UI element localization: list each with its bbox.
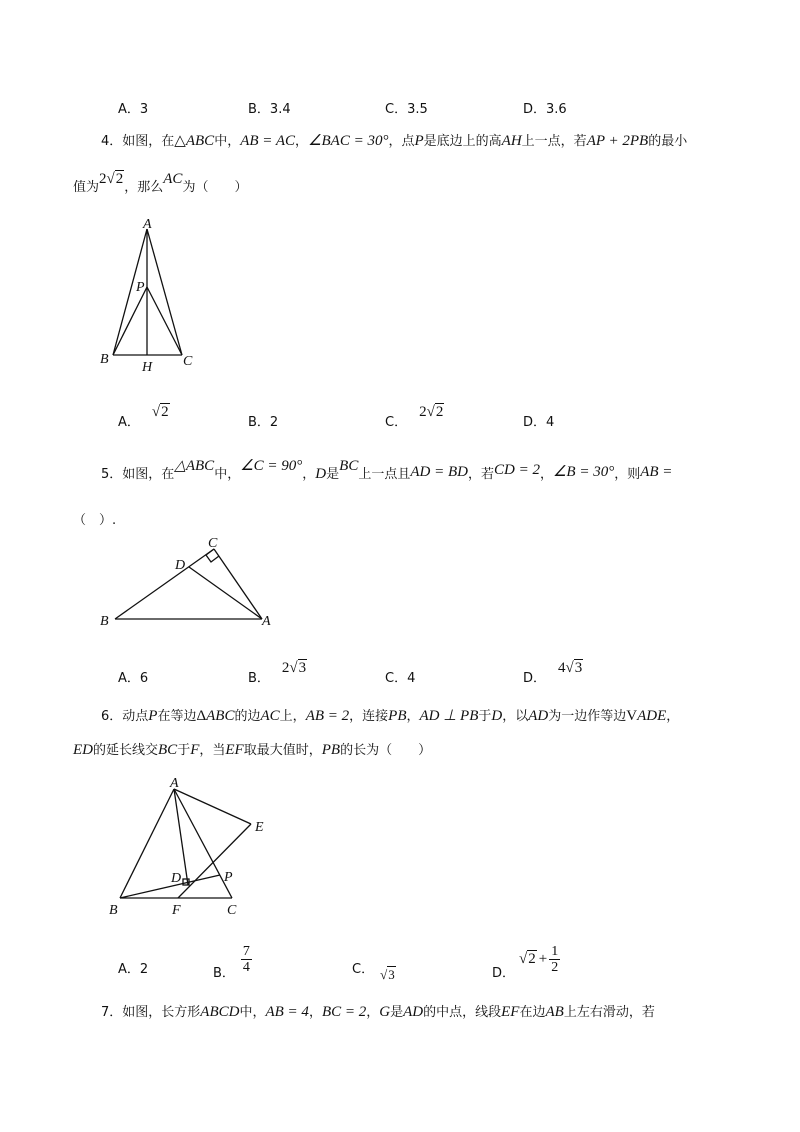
q5-label-c: C [208,536,218,551]
q4-segment-pc [147,287,182,355]
q5-figure [95,533,285,633]
q3-option-a: A．3 [118,102,149,117]
q3-option-d: D．3.6 [523,102,567,117]
q4-min-value: 2√2 [99,171,124,187]
q3-option-c: C．3.5 [385,102,428,117]
q6-option-c: C． √3 [352,962,395,982]
q6-label-d: D [171,871,182,886]
q6-segment-ef [178,824,251,898]
q6-label-e: E [255,820,264,835]
q4-option-d: D．4 [523,415,555,430]
q5-segment-da [189,567,262,619]
q6-segment-bp [120,875,220,898]
q5-blank: （ ）. [73,513,117,528]
q6-segment-ae [174,789,251,824]
q6-stem-line1: 6．动点P在等边ΔABC的边AC上，AB = 2，连接PB，AD ⊥ PB于D，以AD为一边作等边VADE， [101,708,680,724]
q6-stem-line2: ED的延长线交BC于F，当EF取最大值时，PB的长为（ ） [73,742,432,758]
q4-side-ac [147,229,182,355]
q3-option-b: B．3.4 [248,102,291,117]
q4-option-b: B．2 [248,415,279,430]
q4-label-p: P [136,280,145,295]
q5-option-c: C．4 [385,671,416,686]
q4-stem-line2: 值为2√2，那么AC为（ ） [73,171,248,195]
q5-label-d: D [175,558,186,573]
q6-option-d: D．√2 + $\frac{1}{2}$ [492,944,559,981]
q6-label-p: P [224,870,233,885]
q6-option-a: A．2 [118,962,149,977]
q5-side-bc [115,549,214,619]
q4-label-c: C [183,354,193,369]
q4-stem-line1: 4．如图，在△ABC中，AB = AC，∠BAC = 30°，点P是底边上的高AH上一点，若AP + 2PB的最小 [101,133,688,149]
q4-option-c: C．2√2 [385,404,444,430]
q6-label-f: F [172,903,181,918]
q4-segment-pb [113,287,147,355]
q5-option-a: A．6 [118,671,149,686]
q4-label-a: A [143,217,152,232]
q6-label-a: A [170,776,179,791]
q5-option-d: D．4√3 [523,660,583,686]
q5-option-b: B．2√3 [248,660,307,686]
q5-side-ca [214,549,262,619]
q5-label-b: B [100,614,109,629]
q6-side-ab [120,789,174,898]
q6-label-b: B [109,903,118,918]
q4-label-h: H [142,360,153,375]
q4-figure [95,215,205,380]
q6-option-b: B． $\frac{7}{4}$ [213,944,250,981]
q4-option-a: A．√2 [118,404,169,430]
q4-label-b: B [100,352,109,367]
q5-label-a: A [262,614,271,629]
q7-stem-line1: 7．如图，长方形ABCD中，AB = 4，BC = 2，G是AD的中点，线段EF在边AB上左右滑动，若 [101,1004,655,1020]
q5-stem-line1: 5．如图，在△ABC中，∠C = 90°，D是BC上一点且AD = BD，若CD = 2，∠B = 30°，则AB = [101,458,673,482]
q6-label-c: C [227,903,237,918]
q6-figure [100,775,290,920]
